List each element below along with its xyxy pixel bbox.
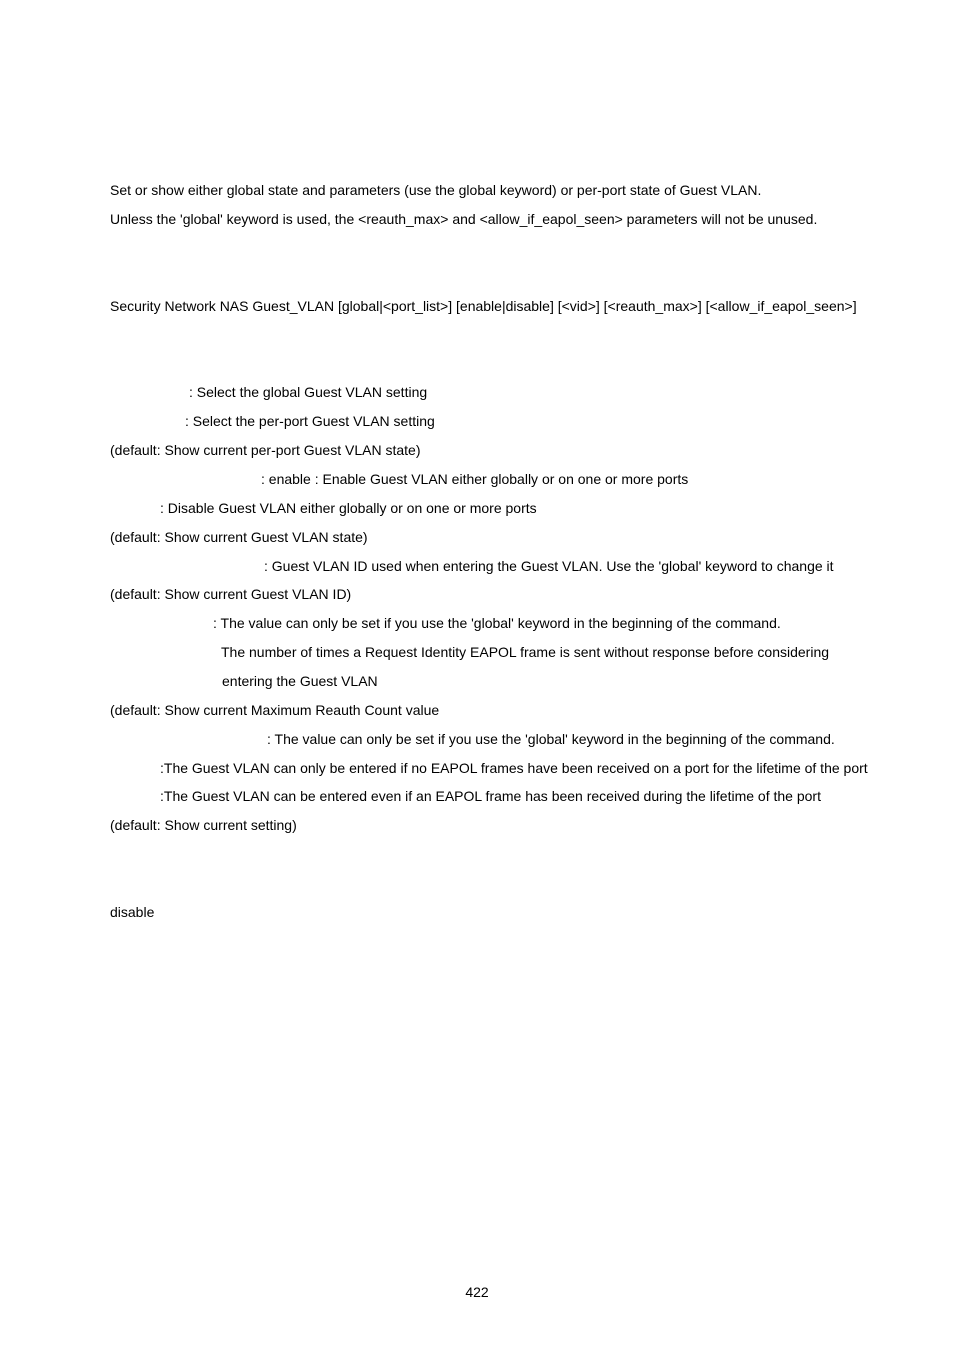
param-state-default: (default: Show current Guest VLAN state) — [110, 529, 368, 545]
param-disable-desc: : Disable Guest VLAN either globally or on one or more ports — [160, 500, 537, 516]
param-reauth-default: (default: Show current Maximum Reauth Count value — [110, 702, 440, 718]
param-port-list-desc: : Select the per-port Guest VLAN setting — [185, 413, 435, 429]
default-setting-value: disable — [110, 904, 155, 920]
description-line-2: Unless the 'global' keyword is used, the <reauth_max> and <allow_if_eapol_seen> parameters will not be unused. — [110, 211, 818, 227]
param-reauth-desc-1: : The value can only be set if you use the 'global' keyword in the beginning of the command. — [213, 615, 781, 631]
param-vid-desc: : Guest VLAN ID used when entering the Guest VLAN. Use the 'global' keyword to change it — [264, 558, 834, 574]
param-vid-default: (default: Show current Guest VLAN ID) — [110, 586, 352, 602]
param-allow-default: (default: Show current setting) — [110, 817, 297, 833]
param-enable-desc: : enable : Enable Guest VLAN either globally or on one or more ports — [261, 471, 689, 487]
param-port-list-default: (default: Show current per-port Guest VLAN state) — [110, 442, 421, 458]
param-allow-desc: : The value can only be set if you use the 'global' keyword in the beginning of the command. — [267, 731, 835, 747]
page-number: 422 — [465, 1284, 489, 1300]
param-global-desc: : Select the global Guest VLAN setting — [189, 384, 428, 400]
syntax-command: Security Network NAS Guest_VLAN [global|<port_list>] [enable|disable] [<vid>] [<reauth_max>] [<allow_if_eapol_seen>] — [110, 298, 857, 314]
param-allow-disable-desc: :The Guest VLAN can only be entered if no EAPOL frames have been received on a port for the lifetime of the port — [160, 760, 868, 776]
param-reauth-desc-2: The number of times a Request Identity EAPOL frame is sent without response before considering — [221, 644, 830, 660]
description-line-1: Set or show either global state and parameters (use the global keyword) or per-port state of Guest VLAN. — [110, 182, 762, 198]
param-reauth-desc-3: entering the Guest VLAN — [222, 673, 378, 689]
param-allow-enable-desc: :The Guest VLAN can be entered even if an EAPOL frame has been received during the lifetime of the port — [160, 788, 821, 804]
